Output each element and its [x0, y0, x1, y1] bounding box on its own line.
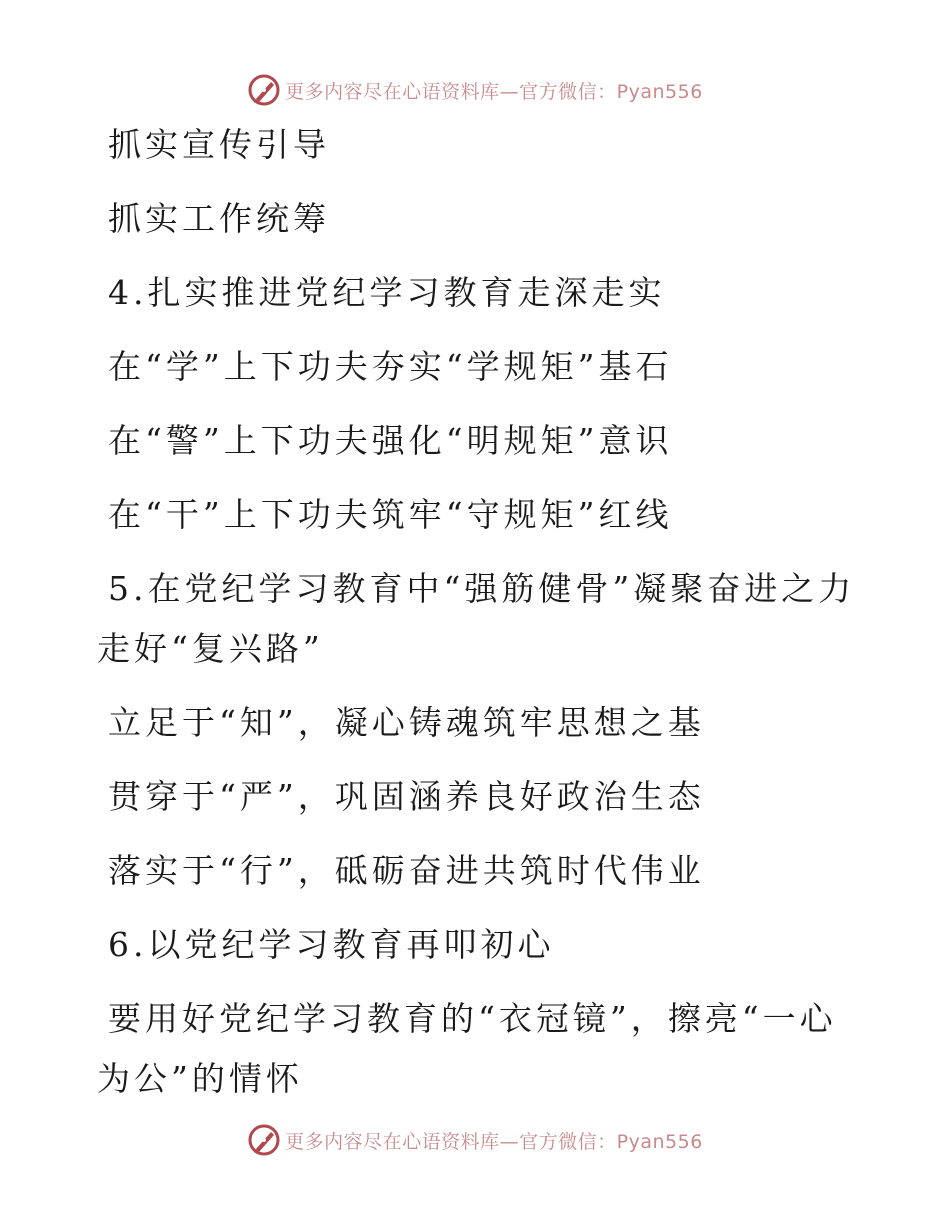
body-line-13-cont: 为公”的情怀 — [97, 1059, 303, 1098]
body-line-5: 在“警”上下功夫强化“明规矩”意识 — [108, 421, 673, 460]
body-line-10: 贯穿于“严”，巩固涵养良好政治生态 — [108, 777, 705, 816]
pen-logo-icon — [247, 73, 281, 107]
footer-banner-text: 更多内容尽在心语资料库—官方微信：Pyan556 — [285, 1130, 703, 1153]
section-heading-5-cont: 走好“复兴路” — [97, 629, 324, 668]
body-line-4: 在“学”上下功夫夯实“学规矩”基石 — [108, 347, 673, 386]
body-line-13: 要用好党纪学习教育的“衣冠镜”，擦亮“一心 — [108, 999, 837, 1038]
section-heading-4: 4.扎实推进党纪学习教育走深走实 — [108, 273, 666, 312]
body-line-11: 落实于“行”，砥砺奋进共筑时代伟业 — [108, 851, 705, 890]
section-heading-6: 6.以党纪学习教育再叩初心 — [108, 925, 555, 964]
section-heading-5: 5.在党纪学习教育中“强筋健骨”凝聚奋进之力 — [108, 569, 856, 608]
header-banner-text: 更多内容尽在心语资料库—官方微信：Pyan556 — [285, 80, 703, 103]
footer-banner — [0, 1120, 950, 1160]
footer-banner-content — [247, 1123, 703, 1157]
body-line-1: 抓实宣传引导 — [108, 125, 330, 164]
pen-logo-icon — [247, 1123, 281, 1157]
header-banner — [0, 70, 950, 110]
body-line-2: 抓实工作统筹 — [108, 199, 330, 238]
header-banner-content — [247, 73, 703, 107]
body-line-9: 立足于“知”，凝心铸魂筑牢思想之基 — [108, 703, 705, 742]
body-line-6: 在“干”上下功夫筑牢“守规矩”红线 — [108, 495, 673, 534]
